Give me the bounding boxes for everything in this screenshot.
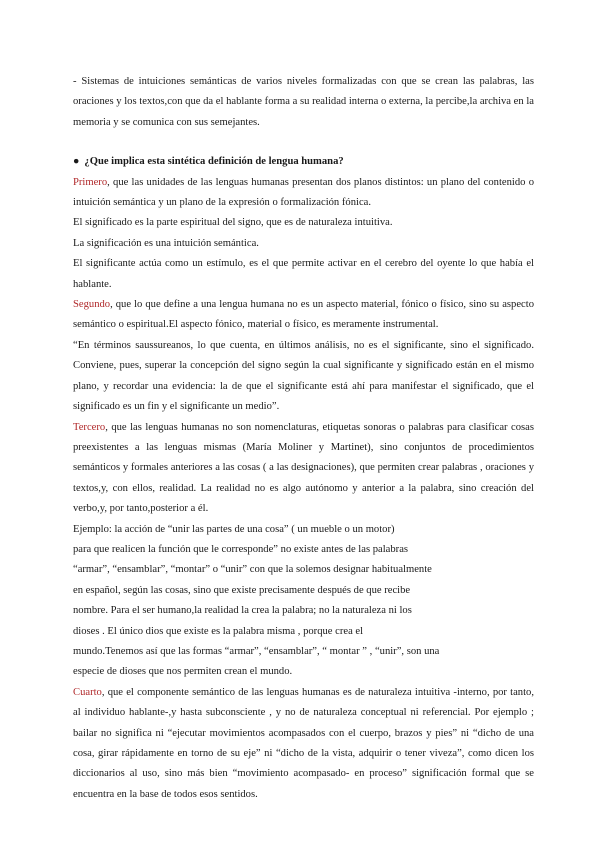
saussure-quote: “En términos saussureanos, lo que cuenta, en últimos análisis, no es el significante, sino el significado. Conviene, pues, superar la concepción del signo según la cual significante y significado están en el mismo plano, y recordar una evidencia: la de que el significante está ahí para manifestar el significado, que el significado es un fin y el significante un medio”. bbox=[73, 339, 534, 413]
tercero-label: Tercero bbox=[73, 421, 106, 433]
example-line: mundo.Tenemos así que las formas “armar”, “ensamblar”, “ montar ” , “unir”, son una bbox=[73, 645, 440, 657]
paragraph-gap bbox=[73, 133, 534, 152]
cuarto-label: Cuarto bbox=[73, 686, 102, 698]
example-line: en español, según las cosas, sino que existe precisamente después de que recibe bbox=[73, 584, 411, 596]
example-block bbox=[73, 520, 534, 683]
primero-text: , que las unidades de las lenguas humanas presentan dos planos distintos: un plano del contenido o intuición semántica y un plano de la expresión o formalización fónica. bbox=[73, 176, 534, 209]
example-line: dioses . El único dios que existe es la palabra misma , porque crea el bbox=[73, 625, 364, 637]
example-line: para que realicen la función que le corresponde” no existe antes de las palabras bbox=[73, 543, 409, 555]
segundo-paragraph bbox=[73, 295, 534, 336]
question-heading bbox=[73, 152, 534, 172]
primero-paragraph bbox=[73, 173, 534, 214]
cuarto-text: , que el componente semántico de las lenguas humanas es de naturaleza intuitiva -interno, por tanto, al individuo hablante-,y hasta subconsciente , y no de naturaleza conceptual ni referencial. Por ejemplo ; bailar no significa ni “ejecutar movimientos acompasados con el cuerpo, brazos y pies” ni “dicho de una cosa, girar rápidamente en torno de su eje” ni “dicho de la vista, adquirir o tener viveza”, como dicen los diccionarios al uso, sino más bien “movimiento acompasado- en proceso” significación formal que se encuentra en la base de todos esos sentidos. bbox=[73, 686, 534, 800]
intro-paragraph: - Sistemas de intuiciones semánticas de varios niveles formalizadas con que se crean las palabras, las oraciones y los textos,con que da el hablante forma a su realidad interna o externa, la percibe,la archiva en la memoria y se comunica con sus semejantes. bbox=[73, 76, 534, 128]
tercero-text: , que las lenguas humanas no son nomenclaturas, etiquetas sonoras o palabras para clasificar cosas preexistentes a las lenguas mismas (María Moliner y Martinet), sino conjuntos de procedimientos semánticos y formales anteriores a las cosas ( a las designaciones), que permiten crear palabras , oraciones y textos,y, con ellos, realidad. La realidad no es algo autónomo y anterior a la palabra, sino creación del verbo,y, por tanto,posterior a él. bbox=[73, 421, 534, 515]
question-text: ¿Que implica esta sintética definición de lengua humana? bbox=[84, 156, 344, 168]
tercero-paragraph bbox=[73, 418, 534, 520]
significante-paragraph: El significante actúa como un estímulo, es el que permite activar en el cerebro del oyente lo que había el hablante. bbox=[73, 258, 534, 290]
example-line: Ejemplo: la acción de “unir las partes de una cosa” ( un mueble o un motor) bbox=[73, 523, 395, 535]
segundo-label: Segundo bbox=[73, 299, 111, 311]
segundo-text: , que lo que define a una lengua humana no es un aspecto material, fónico o físico, sino su aspecto semántico o espiritual.El aspecto fónico, material o físico, es meramente instrumental. bbox=[73, 299, 534, 331]
example-line: nombre. Para el ser humano,la realidad la crea la palabra; no la naturaleza ni los bbox=[73, 605, 412, 617]
primero-label: Primero bbox=[73, 176, 108, 188]
cuarto-paragraph bbox=[73, 683, 534, 805]
significacion-line: La significación es una intuición semántica. bbox=[73, 237, 259, 249]
significado-line: El significado es la parte espiritual del signo, que es de naturaleza intuitiva. bbox=[73, 217, 393, 229]
bullet-icon: ● bbox=[73, 156, 80, 168]
example-line: especie de dioses que nos permiten crean el mundo. bbox=[73, 666, 293, 678]
example-line: “armar”, “ensamblar”, “montar” o “unir” con que la solemos designar habitualmente bbox=[73, 564, 432, 576]
